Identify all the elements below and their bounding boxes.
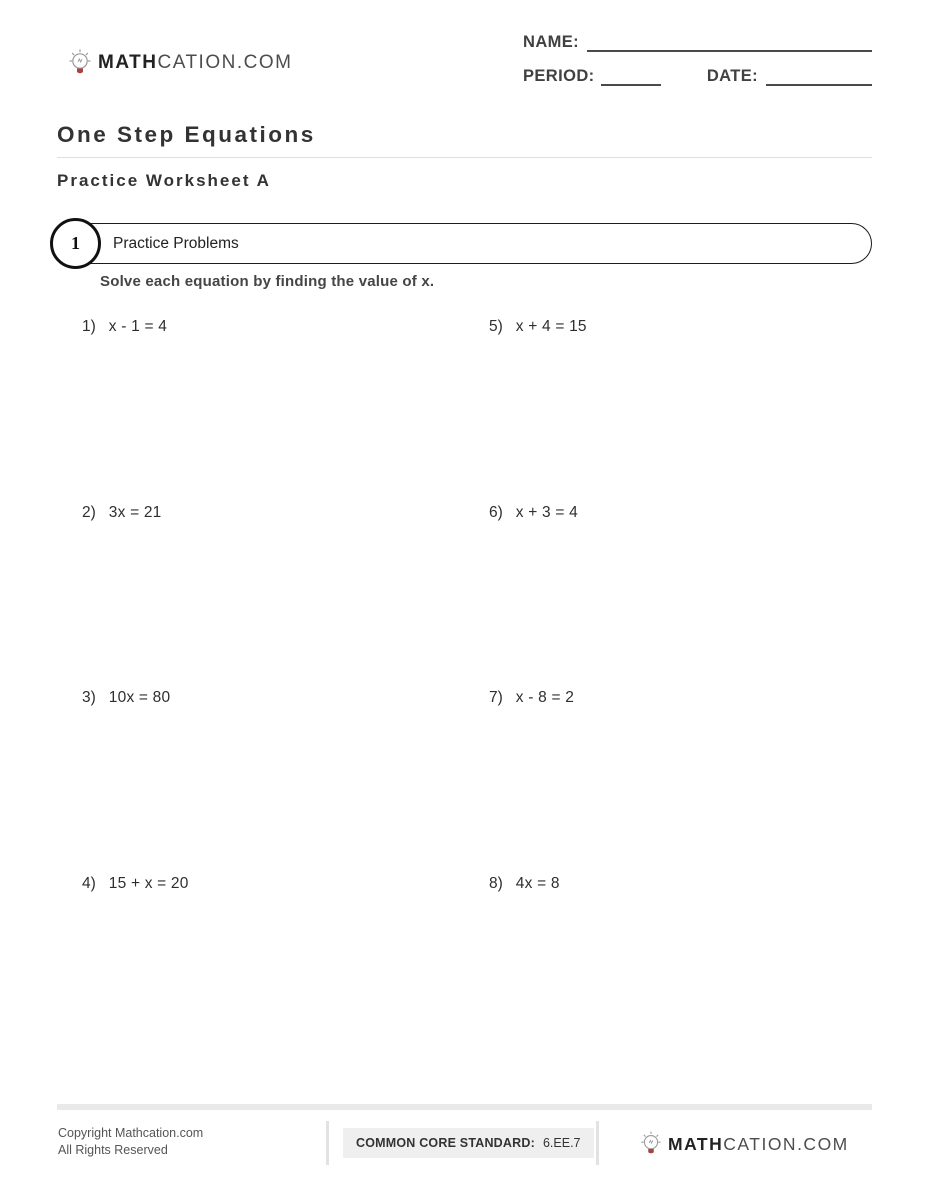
name-label: NAME: xyxy=(523,33,580,51)
copyright-line-2: All Rights Reserved xyxy=(58,1142,168,1157)
logo-wordmark xyxy=(98,52,292,74)
problem-number: 5) xyxy=(489,318,503,335)
section-header-pill xyxy=(70,223,872,264)
footer-divider xyxy=(596,1121,599,1165)
problem-equation: 10x = 80 xyxy=(108,689,171,706)
problem-2 xyxy=(82,504,489,690)
lightbulb-icon xyxy=(640,1130,662,1158)
problem-equation: x + 4 = 15 xyxy=(515,318,587,335)
problem-number: 8) xyxy=(489,874,503,892)
problem-equation: x - 8 = 2 xyxy=(515,689,575,706)
logo-word-bold: MATH xyxy=(98,52,158,73)
section-instruction: Solve each equation by finding the value of x. xyxy=(100,273,435,290)
footer-divider xyxy=(326,1121,329,1165)
problem-number: 3) xyxy=(82,689,96,706)
logo-word-light: CATION.COM xyxy=(157,52,293,73)
section-title: Practice Problems xyxy=(113,234,239,252)
section-number-badge: 1 xyxy=(50,218,101,269)
common-core-standard-box xyxy=(343,1128,594,1158)
footer-copyright xyxy=(58,1125,203,1158)
problem-3 xyxy=(82,689,489,875)
lightbulb-icon xyxy=(68,48,92,78)
period-blank-line xyxy=(601,66,661,86)
problem-equation: 4x = 8 xyxy=(515,874,560,892)
logo-word-light: CATION.COM xyxy=(723,1133,849,1154)
page-title: One Step Equations xyxy=(57,122,316,147)
footer-top-bar xyxy=(57,1104,872,1110)
problem-5 xyxy=(489,318,872,504)
period-label: PERIOD: xyxy=(523,67,595,85)
problem-equation: x - 1 = 4 xyxy=(108,318,168,335)
logo-wordmark xyxy=(668,1134,849,1155)
title-divider xyxy=(57,157,872,158)
problem-4 xyxy=(82,875,489,1061)
problem-6 xyxy=(489,504,872,690)
worksheet-subtitle: Practice Worksheet A xyxy=(57,171,271,190)
standard-label: COMMON CORE STANDARD: xyxy=(356,1136,535,1150)
name-row xyxy=(523,32,872,52)
problem-number: 6) xyxy=(489,503,503,521)
problem-equation: x + 3 = 4 xyxy=(515,503,578,521)
problem-number: 2) xyxy=(82,503,96,521)
name-blank-line xyxy=(587,32,872,52)
problem-8 xyxy=(489,875,872,1061)
problem-number: 4) xyxy=(82,874,96,892)
problems-grid xyxy=(82,318,872,1060)
logo-word-bold: MATH xyxy=(668,1133,724,1154)
problem-equation: 15 + x = 20 xyxy=(108,874,189,892)
problem-number: 1) xyxy=(82,318,96,335)
problem-1 xyxy=(82,318,489,504)
copyright-line-1: Copyright Mathcation.com xyxy=(58,1126,204,1140)
date-blank-line xyxy=(766,66,872,86)
problem-7 xyxy=(489,689,872,875)
period-date-row xyxy=(523,66,872,86)
standard-value: 6.EE.7 xyxy=(542,1136,581,1150)
mathcation-logo xyxy=(68,48,292,78)
problem-number: 7) xyxy=(489,689,503,706)
date-group xyxy=(707,66,872,86)
problem-equation: 3x = 21 xyxy=(108,503,162,521)
date-label: DATE: xyxy=(706,67,758,85)
student-info-fields xyxy=(523,32,872,100)
mathcation-footer-logo xyxy=(640,1130,849,1158)
